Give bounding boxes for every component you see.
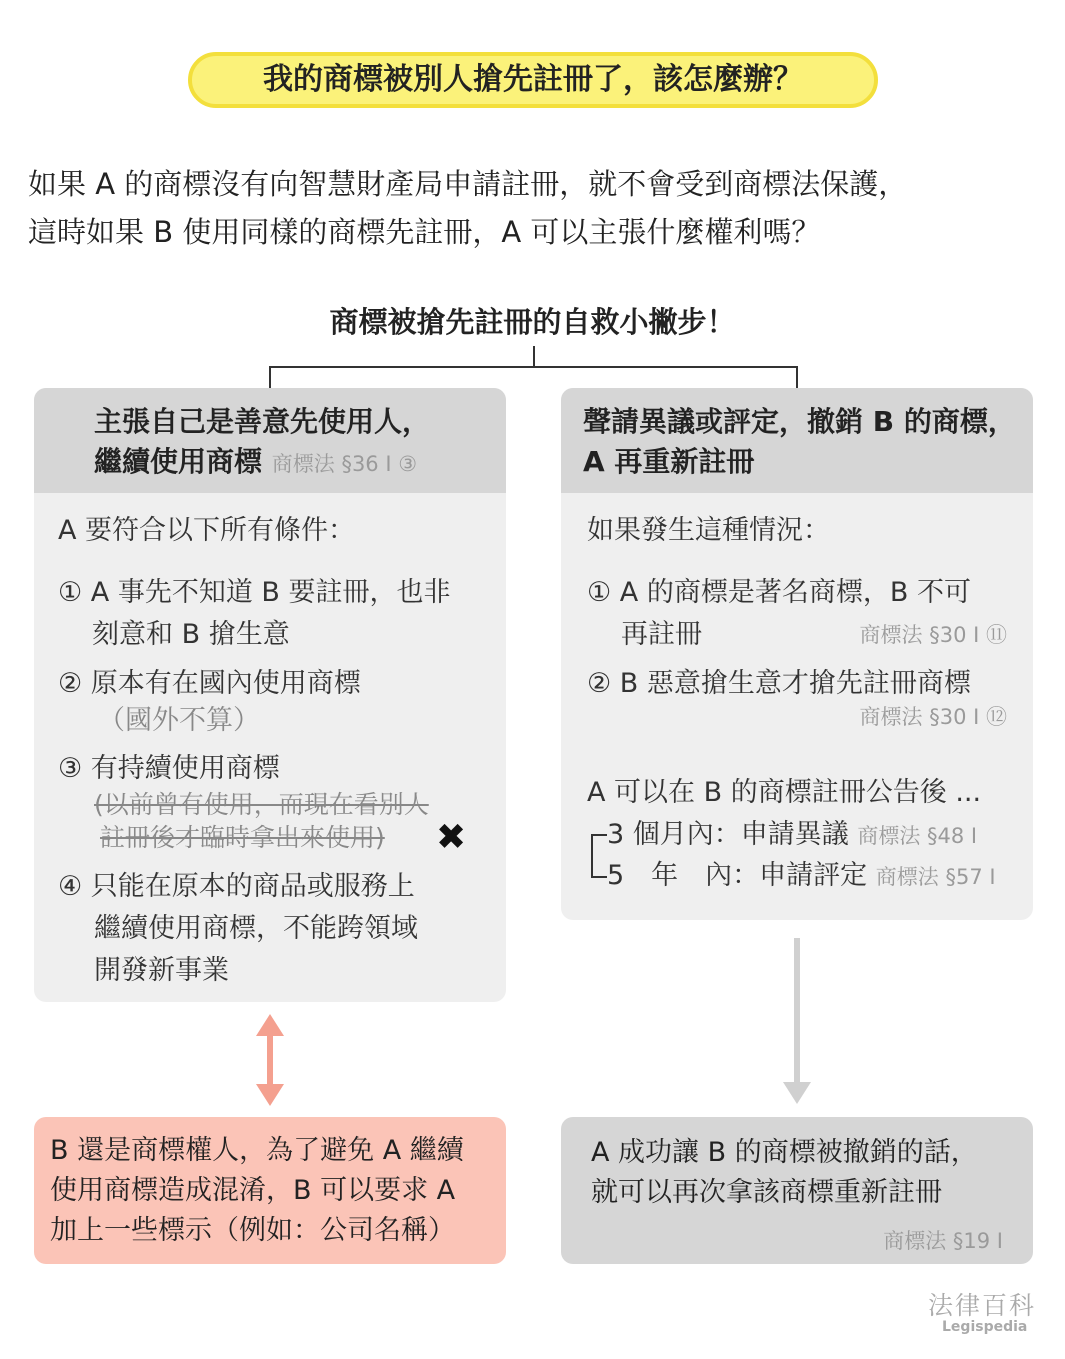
connector-bar — [269, 366, 798, 368]
connector-stem — [533, 346, 535, 368]
cross-icon: ✖ — [436, 817, 467, 858]
left-head-law: 商標法 §36 I ③ — [271, 452, 418, 476]
right-c1-law: 商標法 §30 I ⑪ — [859, 623, 1007, 647]
result-box-right — [561, 1117, 1033, 1264]
right-c2-line-1: ② B 惡意搶生意才搶先註冊商標 — [587, 668, 971, 699]
result-left-line-3: 加上一些標示（例如：公司名稱） — [50, 1215, 455, 1246]
left-card — [34, 388, 506, 1002]
right-after-text: A 可以在 B 的商標註冊公告後 ... — [587, 777, 982, 808]
right-c1-line-1: ① A 的商標是著名商標，B 不可 — [587, 577, 971, 608]
left-condition-2 — [58, 664, 361, 738]
logo-text: 法律百科 — [928, 1291, 1037, 1320]
double-arrow-icon — [254, 1014, 286, 1106]
right-condition-1 — [587, 572, 1007, 656]
right-opt1-text: 3 個月內：申請異議 — [607, 819, 849, 850]
right-condition-2 — [587, 664, 1007, 730]
right-c1-line-2: 再註冊 — [621, 619, 702, 650]
right-option-1 — [607, 814, 977, 857]
page-title: 我的商標被別人搶先註冊了，該怎麼辦？ — [188, 52, 878, 108]
right-card-header — [561, 388, 1033, 493]
left-c2-line-2: （國外不算） — [98, 705, 260, 736]
left-condition-3 — [58, 748, 280, 790]
result-left-line-2: 使用商標造成混淆，B 可以要求 A — [50, 1175, 456, 1206]
left-card-header — [34, 388, 506, 493]
left-c1-line-1: ① A 事先不知道 B 要註冊，也非 — [58, 577, 451, 608]
section-heading: 商標被搶先註冊的自救小撇步！ — [329, 305, 736, 339]
left-intro: A 要符合以下所有條件： — [58, 515, 356, 546]
right-opt2-law: 商標法 §57 I — [875, 865, 996, 889]
result-left-line-1: B 還是商標權人，為了避免 A 繼續 — [50, 1135, 464, 1166]
right-c2-law: 商標法 §30 I ⑫ — [859, 705, 1007, 729]
right-option-2 — [607, 855, 996, 898]
result-box-left — [34, 1117, 506, 1264]
option-bracket — [591, 834, 607, 878]
left-c4-line-3: 開發新事業 — [94, 955, 229, 986]
down-arrow-icon — [783, 938, 811, 1104]
result-right-line-1: A 成功讓 B 的商標被撤銷的話， — [591, 1137, 978, 1168]
logo-subtext: Legispedia — [942, 1319, 1028, 1335]
right-opt1-law: 商標法 §48 I — [857, 824, 978, 848]
intro-line-2: 這時如果 B 使用同樣的商標先註冊，A 可以主張什麼權利嗎？ — [28, 215, 821, 249]
left-c2-line-1: ② 原本有在國內使用商標 — [58, 668, 361, 699]
connector-right — [796, 366, 798, 388]
left-c4-line-2: 繼續使用商標，不能跨領域 — [94, 913, 418, 944]
left-head-text: 繼續使用商標 — [94, 445, 263, 478]
result-right-law: 商標法 §19 I — [883, 1229, 1003, 1253]
left-c3-strike-2: 註冊後才臨時拿出來使用) — [100, 823, 385, 852]
right-opt2-text: 5 年 內：申請評定 — [607, 860, 868, 891]
left-head-line-1: 主張自己是善意先使用人， — [94, 405, 431, 438]
left-head-line-2 — [94, 442, 506, 484]
left-c1-line-2: 刻意和 B 搶生意 — [92, 619, 290, 650]
intro-line-1: 如果 A 的商標沒有向智慧財產局申請註冊，就不會受到商標法保護， — [28, 167, 908, 201]
result-right-line-2: 就可以再次拿該商標重新註冊 — [591, 1177, 942, 1208]
right-intro: 如果發生這種情況： — [587, 515, 830, 546]
intro-text — [28, 160, 1048, 256]
left-c3-strike-1: (以前曾有使用，而現在看別人 — [94, 790, 429, 819]
left-c4-line-1: ④ 只能在原本的商品或服務上 — [58, 871, 415, 902]
left-condition-1 — [58, 572, 451, 656]
left-condition-4 — [58, 866, 418, 992]
connector-left — [269, 366, 271, 388]
right-c1-line-2-row — [587, 614, 1007, 656]
left-c3-line-1: ③ 有持續使用商標 — [58, 753, 280, 784]
right-head-line-1: 聲請異議或評定，撤銷 B 的商標， — [583, 405, 1016, 438]
right-head-line-2: A 再重新註冊 — [583, 445, 755, 478]
right-card — [561, 388, 1033, 920]
